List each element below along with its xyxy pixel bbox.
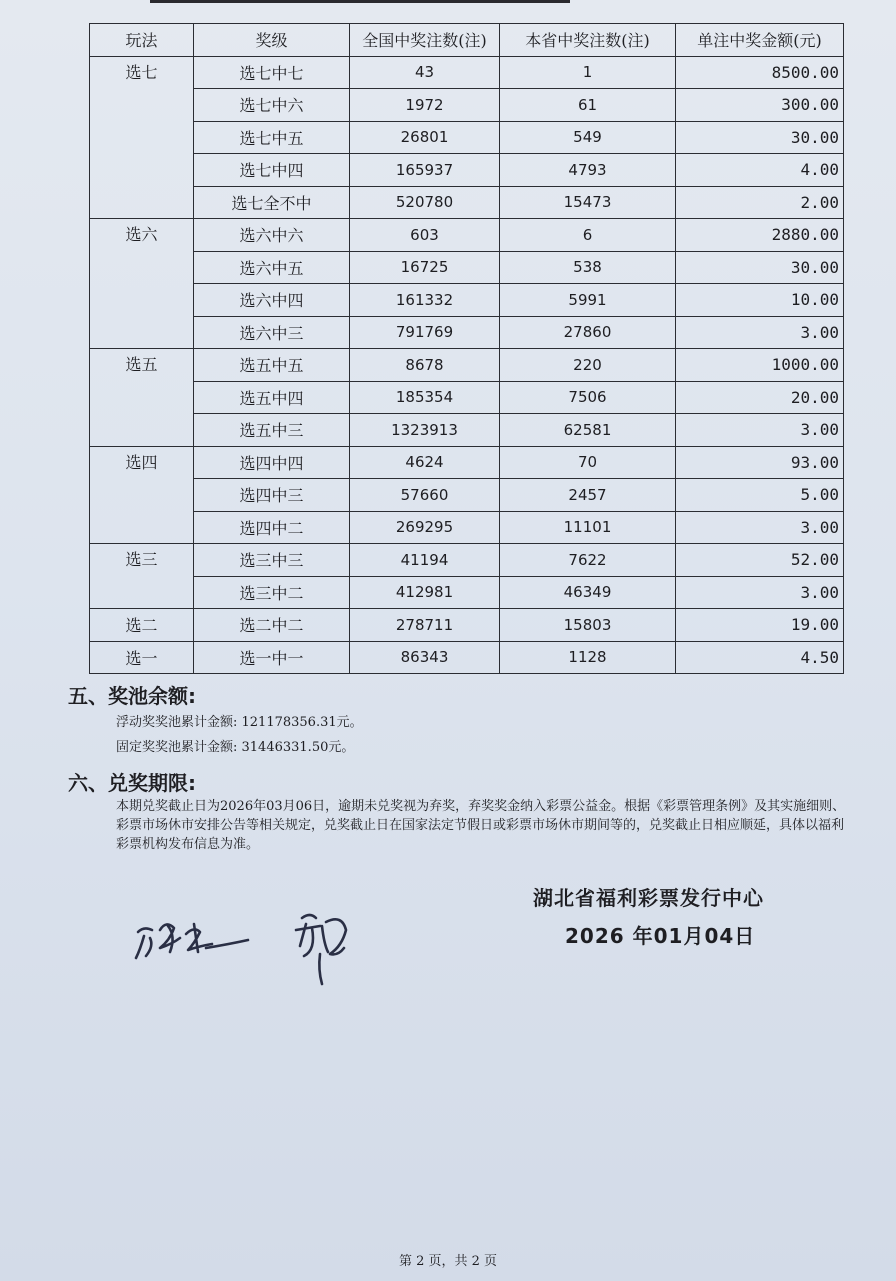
prize-amount-cell: 3.00 bbox=[676, 414, 844, 447]
table-row bbox=[90, 219, 844, 252]
prize-amount-cell: 19.00 bbox=[676, 609, 844, 642]
national-winners-cell: 520780 bbox=[350, 186, 500, 219]
play-type-cell: 选六 bbox=[90, 219, 194, 349]
prize-level-cell: 选五中五 bbox=[194, 349, 350, 382]
handwritten-signatures bbox=[130, 900, 370, 994]
prize-amount-cell: 93.00 bbox=[676, 446, 844, 479]
national-winners-cell: 4624 bbox=[350, 446, 500, 479]
prize-level-cell: 选七中四 bbox=[194, 154, 350, 187]
table-row bbox=[90, 381, 844, 414]
table-row bbox=[90, 154, 844, 187]
prize-amount-cell: 4.50 bbox=[676, 641, 844, 674]
province-winners-cell: 7622 bbox=[500, 544, 676, 577]
table-row bbox=[90, 251, 844, 284]
prize-table bbox=[89, 23, 844, 674]
prize-level-cell: 选六中四 bbox=[194, 284, 350, 317]
table-row bbox=[90, 186, 844, 219]
issue-date: 2026 年01月04日 bbox=[565, 924, 756, 948]
prize-level-cell: 选三中三 bbox=[194, 544, 350, 577]
table-row bbox=[90, 284, 844, 317]
issuer-organization: 湖北省福利彩票发行中心 bbox=[533, 886, 764, 910]
national-winners-cell: 86343 bbox=[350, 641, 500, 674]
province-winners-cell: 6 bbox=[500, 219, 676, 252]
header-cell: 奖级 bbox=[194, 24, 350, 57]
national-winners-cell: 8678 bbox=[350, 349, 500, 382]
table-row bbox=[90, 609, 844, 642]
prize-amount-cell: 5.00 bbox=[676, 479, 844, 512]
prize-level-cell: 选三中二 bbox=[194, 576, 350, 609]
province-winners-cell: 1128 bbox=[500, 641, 676, 674]
prize-amount-cell: 52.00 bbox=[676, 544, 844, 577]
prize-amount-cell: 20.00 bbox=[676, 381, 844, 414]
prize-amount-cell: 10.00 bbox=[676, 284, 844, 317]
national-winners-cell: 185354 bbox=[350, 381, 500, 414]
prize-level-cell: 选五中四 bbox=[194, 381, 350, 414]
table-row bbox=[90, 56, 844, 89]
table-row bbox=[90, 349, 844, 382]
prize-amount-cell: 3.00 bbox=[676, 511, 844, 544]
province-winners-cell: 46349 bbox=[500, 576, 676, 609]
province-winners-cell: 549 bbox=[500, 121, 676, 154]
header-cell: 全国中奖注数(注) bbox=[350, 24, 500, 57]
national-winners-cell: 412981 bbox=[350, 576, 500, 609]
table-row bbox=[90, 576, 844, 609]
prize-amount-cell: 3.00 bbox=[676, 576, 844, 609]
prize-level-cell: 选七全不中 bbox=[194, 186, 350, 219]
province-winners-cell: 15803 bbox=[500, 609, 676, 642]
national-winners-cell: 16725 bbox=[350, 251, 500, 284]
province-winners-cell: 11101 bbox=[500, 511, 676, 544]
national-winners-cell: 161332 bbox=[350, 284, 500, 317]
prize-amount-cell: 300.00 bbox=[676, 89, 844, 122]
national-winners-cell: 165937 bbox=[350, 154, 500, 187]
national-winners-cell: 41194 bbox=[350, 544, 500, 577]
prize-level-cell: 选六中六 bbox=[194, 219, 350, 252]
prize-level-cell: 选一中一 bbox=[194, 641, 350, 674]
national-winners-cell: 57660 bbox=[350, 479, 500, 512]
national-winners-cell: 278711 bbox=[350, 609, 500, 642]
prize-amount-cell: 2880.00 bbox=[676, 219, 844, 252]
prize-amount-cell: 2.00 bbox=[676, 186, 844, 219]
header-cell: 本省中奖注数(注) bbox=[500, 24, 676, 57]
province-winners-cell: 4793 bbox=[500, 154, 676, 187]
table-row bbox=[90, 89, 844, 122]
section5-title: 五、奖池余额: bbox=[68, 684, 196, 708]
play-type-cell: 选二 bbox=[90, 609, 194, 642]
table-row bbox=[90, 479, 844, 512]
prize-amount-cell: 30.00 bbox=[676, 121, 844, 154]
national-winners-cell: 791769 bbox=[350, 316, 500, 349]
prize-amount-cell: 8500.00 bbox=[676, 56, 844, 89]
table-row bbox=[90, 511, 844, 544]
province-winners-cell: 538 bbox=[500, 251, 676, 284]
province-winners-cell: 5991 bbox=[500, 284, 676, 317]
prize-level-cell: 选四中三 bbox=[194, 479, 350, 512]
national-winners-cell: 603 bbox=[350, 219, 500, 252]
prize-level-cell: 选五中三 bbox=[194, 414, 350, 447]
table-header-row bbox=[90, 24, 844, 57]
table-body bbox=[90, 56, 844, 674]
floating-pool-line: 浮动奖奖池累计金额: 121178356.31元。 bbox=[116, 715, 363, 730]
table-row bbox=[90, 446, 844, 479]
prize-level-cell: 选七中六 bbox=[194, 89, 350, 122]
play-type-cell: 选一 bbox=[90, 641, 194, 674]
province-winners-cell: 15473 bbox=[500, 186, 676, 219]
play-type-cell: 选四 bbox=[90, 446, 194, 544]
header-cell: 玩法 bbox=[90, 24, 194, 57]
province-winners-cell: 220 bbox=[500, 349, 676, 382]
table-row bbox=[90, 316, 844, 349]
table-row bbox=[90, 414, 844, 447]
play-type-cell: 选三 bbox=[90, 544, 194, 609]
prize-amount-cell: 1000.00 bbox=[676, 349, 844, 382]
prize-amount-cell: 30.00 bbox=[676, 251, 844, 284]
prize-level-cell: 选二中二 bbox=[194, 609, 350, 642]
national-winners-cell: 269295 bbox=[350, 511, 500, 544]
play-type-cell: 选五 bbox=[90, 349, 194, 447]
national-winners-cell: 26801 bbox=[350, 121, 500, 154]
prize-amount-cell: 4.00 bbox=[676, 154, 844, 187]
table-row bbox=[90, 641, 844, 674]
top-edge-line bbox=[150, 0, 570, 3]
national-winners-cell: 43 bbox=[350, 56, 500, 89]
province-winners-cell: 70 bbox=[500, 446, 676, 479]
page-footer: 第 2 页，共 2 页 bbox=[398, 1254, 498, 1269]
prize-level-cell: 选七中七 bbox=[194, 56, 350, 89]
national-winners-cell: 1323913 bbox=[350, 414, 500, 447]
province-winners-cell: 7506 bbox=[500, 381, 676, 414]
prize-amount-cell: 3.00 bbox=[676, 316, 844, 349]
table-row bbox=[90, 544, 844, 577]
province-winners-cell: 62581 bbox=[500, 414, 676, 447]
prize-level-cell: 选四中四 bbox=[194, 446, 350, 479]
province-winners-cell: 2457 bbox=[500, 479, 676, 512]
play-type-cell: 选七 bbox=[90, 56, 194, 219]
prize-level-cell: 选七中五 bbox=[194, 121, 350, 154]
section6-title: 六、兑奖期限: bbox=[68, 771, 196, 795]
province-winners-cell: 61 bbox=[500, 89, 676, 122]
header-cell: 单注中奖金额(元) bbox=[676, 24, 844, 57]
province-winners-cell: 1 bbox=[500, 56, 676, 89]
prize-level-cell: 选六中三 bbox=[194, 316, 350, 349]
province-winners-cell: 27860 bbox=[500, 316, 676, 349]
fixed-pool-line: 固定奖奖池累计金额: 31446331.50元。 bbox=[116, 740, 355, 755]
table-row bbox=[90, 121, 844, 154]
prize-level-cell: 选四中二 bbox=[194, 511, 350, 544]
prize-level-cell: 选六中五 bbox=[194, 251, 350, 284]
redemption-paragraph: 本期兑奖截止日为2026年03月06日，逾期未兑奖视为弃奖，弃奖奖金纳入彩票公益金。根据《彩票管理条例》及其实施细则、彩票市场休市安排公告等相关规定，兑奖截止日在国家法定节假日或彩票市场休市期间等的，兑奖截止日相应顺延，具体以福利彩票机构发布信息为准。 bbox=[116, 799, 846, 852]
national-winners-cell: 1972 bbox=[350, 89, 500, 122]
